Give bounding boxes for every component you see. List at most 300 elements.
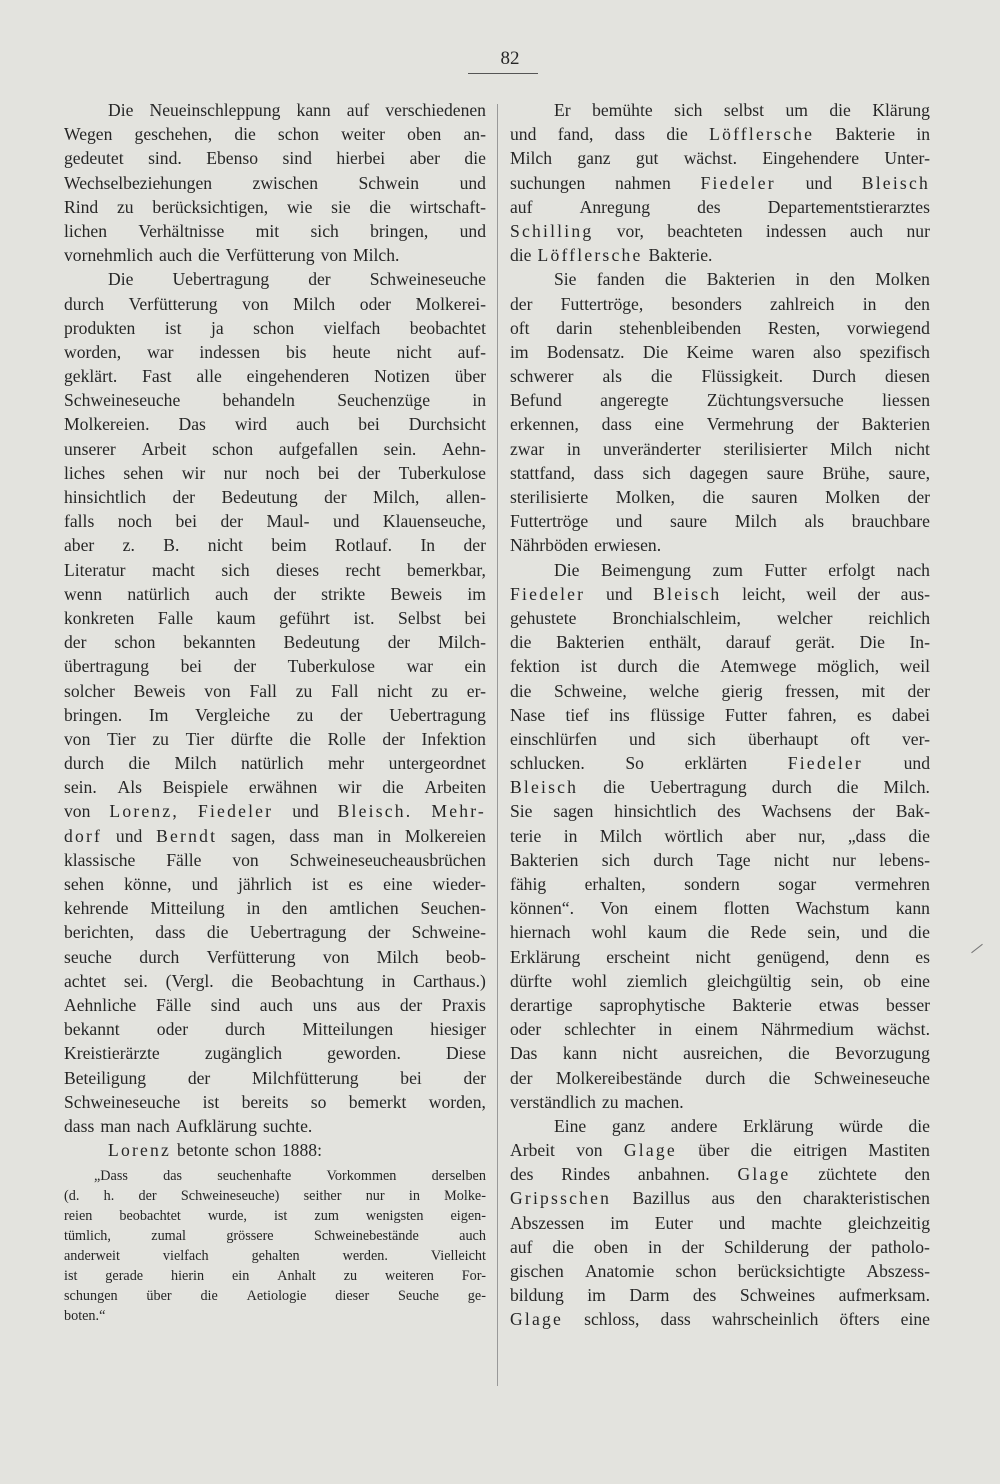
word: in — [381, 970, 396, 991]
word: der — [382, 728, 405, 749]
word: noch — [265, 462, 300, 483]
word: worden, — [428, 1091, 486, 1112]
word: durch — [64, 753, 105, 774]
word: und — [510, 124, 537, 145]
word: Verfütterung — [206, 946, 296, 967]
word: erklärten — [684, 753, 748, 774]
word: oder — [510, 1019, 542, 1040]
word: Glage — [510, 1309, 564, 1330]
word: Mastiten — [868, 1140, 930, 1161]
text-line — [64, 582, 486, 606]
word: sehen — [64, 874, 105, 894]
word: Schweines — [739, 1285, 816, 1306]
word: wenn — [64, 583, 103, 604]
word: Bazillus — [632, 1188, 691, 1209]
word: sich — [601, 849, 631, 870]
word: als — [804, 511, 825, 532]
word: oben — [593, 1236, 629, 1257]
word: Aetiologie — [246, 1288, 307, 1305]
word: In — [420, 535, 436, 556]
word: kaum — [647, 922, 687, 943]
word: zumal — [151, 1228, 186, 1245]
word: Aufklärung — [175, 1115, 257, 1136]
word: bei — [317, 462, 340, 483]
word: von — [64, 801, 91, 822]
word: und — [606, 583, 633, 604]
word: Er — [554, 100, 571, 120]
word: der — [138, 1188, 157, 1205]
text-line — [510, 703, 930, 727]
word: Unter- — [884, 148, 930, 169]
word: über — [454, 366, 486, 387]
word: verständlich — [510, 1091, 596, 1112]
word: der — [387, 632, 411, 653]
word: ist — [64, 1268, 78, 1285]
word: Arbeit — [510, 1140, 555, 1161]
word: und — [805, 172, 832, 193]
word: Tier — [185, 728, 215, 749]
word: sich — [642, 462, 671, 483]
word: durch — [617, 656, 658, 677]
text-line — [510, 582, 930, 606]
word: Molken — [875, 269, 930, 290]
word: fektion — [510, 656, 560, 677]
word: die — [666, 124, 688, 145]
word: Infektion — [421, 728, 486, 749]
text-line — [510, 679, 930, 703]
word: dass — [155, 922, 186, 943]
text-line — [510, 267, 930, 291]
text-line — [64, 1286, 486, 1306]
word: sich — [687, 728, 716, 749]
word: Bakterien — [510, 849, 579, 870]
word: wächst. — [683, 148, 737, 169]
word: im — [587, 1285, 606, 1306]
word: z. — [122, 535, 135, 556]
text-line — [510, 969, 930, 993]
word: bringen. — [64, 704, 123, 725]
word: machen. — [624, 1091, 684, 1112]
word: zwar — [510, 438, 545, 459]
text-line — [510, 1235, 930, 1259]
word: bekannten — [183, 632, 256, 653]
text-line — [64, 412, 486, 436]
text-line — [64, 509, 486, 533]
text-line — [510, 799, 930, 823]
text-line — [64, 654, 486, 678]
word: gerät. — [795, 632, 835, 653]
word: ganz — [611, 1115, 646, 1136]
text-line — [510, 243, 930, 267]
word: Fiedeler — [700, 172, 776, 193]
word: sein. — [64, 777, 97, 798]
word: die — [768, 1067, 791, 1088]
word: Als — [117, 777, 142, 798]
word: Falle — [157, 607, 194, 628]
word: Molkereibestände — [555, 1067, 682, 1088]
word: in — [862, 293, 877, 314]
word: Beweis — [133, 680, 186, 701]
word: Seuchen- — [420, 898, 486, 919]
word: heute — [332, 341, 371, 362]
word: Milch — [599, 825, 642, 846]
word: auch — [296, 414, 330, 435]
word: der — [357, 462, 381, 483]
word: „Dass — [94, 1168, 128, 1185]
word: nur — [223, 462, 248, 483]
word: einem — [695, 1019, 739, 1040]
word: Das — [178, 414, 206, 435]
word: Schweinebestände — [313, 1228, 419, 1245]
word: die — [650, 366, 673, 387]
word: Vorkommen — [326, 1168, 397, 1185]
word: Molkereien. — [64, 414, 150, 435]
word: können“. — [510, 898, 575, 919]
word: sauren — [751, 487, 798, 507]
word: Schweineseuche — [64, 1091, 181, 1112]
text-line — [64, 848, 486, 872]
word: Ebenso — [206, 148, 259, 169]
word: Molken, — [615, 487, 675, 507]
word: Verfütterung — [128, 293, 218, 314]
text-line — [510, 920, 930, 944]
word: es — [915, 946, 930, 967]
word: klassische — [64, 849, 136, 870]
word: schon — [234, 1140, 276, 1161]
word: Verhältnisse — [138, 220, 225, 241]
word: andere — [670, 1115, 718, 1136]
word: B. — [163, 535, 180, 556]
word: Lorenz — [108, 1140, 172, 1161]
word: vor, — [616, 220, 644, 241]
word: im — [467, 583, 486, 604]
word: bei — [180, 656, 203, 677]
word: durch — [653, 849, 694, 870]
word: flotten — [723, 898, 770, 919]
word: Klärung — [872, 100, 930, 120]
word: sein, — [807, 922, 841, 943]
word: stattfand, — [510, 462, 575, 483]
word: Befund — [510, 390, 562, 411]
word: sehen — [123, 462, 164, 483]
text-line — [64, 1017, 486, 1041]
word: Durchsicht — [408, 414, 486, 435]
word: der — [463, 535, 486, 556]
word: saprophytische — [599, 994, 706, 1015]
word: eine — [900, 1309, 930, 1330]
word: ziemlich — [626, 970, 688, 991]
word: einschlürfen — [510, 728, 597, 749]
word: verschiedenen — [385, 100, 486, 120]
word: Tuberkulose — [287, 656, 375, 677]
word: Darm — [629, 1285, 670, 1306]
word: Milch — [734, 511, 777, 532]
word: Keime — [686, 341, 734, 362]
word: erfolgt — [828, 559, 876, 580]
word: saure — [669, 511, 708, 532]
word: oft — [850, 728, 870, 749]
word: vornehmlich — [64, 245, 153, 266]
word: die — [678, 656, 700, 677]
word: bei — [400, 1067, 422, 1088]
word: ist — [311, 874, 329, 894]
text-line — [64, 558, 486, 582]
word: es — [856, 704, 872, 725]
word: an- — [463, 124, 486, 145]
word: aufmerksam. — [838, 1285, 930, 1306]
word: Wachstum — [795, 898, 870, 919]
text-line — [64, 1186, 486, 1206]
word: Aehn- — [442, 438, 486, 459]
word: berücksichtigte — [737, 1261, 846, 1281]
text-line — [510, 485, 930, 509]
word: indessen — [765, 220, 827, 241]
word: 1888: — [281, 1140, 322, 1161]
word: dabei — [891, 704, 930, 725]
word: sie — [331, 196, 351, 217]
page-number-rule — [468, 73, 538, 74]
word: nicht — [622, 1043, 658, 1064]
word: Die — [554, 559, 580, 580]
word: Departementstierarztes — [767, 196, 930, 217]
text-line — [64, 679, 486, 703]
right-column — [510, 98, 930, 1332]
word: oft — [510, 317, 530, 338]
word: zwischen — [252, 172, 319, 193]
word: aus — [711, 1188, 735, 1209]
word: kehrende — [64, 898, 129, 919]
word: Milch — [830, 438, 873, 459]
word: selbst — [723, 100, 764, 120]
word: stehenbleibenden — [619, 317, 742, 338]
word: Bleisch — [653, 583, 722, 604]
word: ist — [273, 1208, 288, 1225]
text-line — [510, 1259, 930, 1283]
block-quote — [64, 1166, 486, 1326]
word: Bleisch — [510, 777, 579, 798]
word: untergeordnet — [388, 753, 486, 774]
text-line — [64, 1114, 486, 1138]
word: brauchbare — [851, 511, 930, 532]
word: wird — [234, 414, 268, 435]
word: gehustete — [510, 607, 577, 628]
word: Anregung — [579, 196, 650, 217]
text-line — [510, 993, 930, 1017]
word: ist — [164, 317, 182, 338]
word: Die — [642, 341, 669, 362]
word: Fiedeler — [197, 801, 274, 822]
word: die — [128, 753, 151, 774]
word: konkreten — [64, 607, 135, 628]
word: des — [697, 196, 721, 217]
word: Wegen — [64, 124, 113, 145]
word: bei — [464, 607, 486, 628]
word: Mitteilung — [150, 898, 225, 919]
text-line — [64, 630, 486, 654]
text-line — [64, 1041, 486, 1065]
text-line — [64, 171, 486, 195]
word: wir — [181, 462, 206, 483]
word: weil — [806, 583, 837, 604]
word: unserer — [64, 438, 116, 459]
text-line — [64, 920, 486, 944]
word: Arbeit — [141, 438, 187, 459]
text-line — [64, 243, 486, 267]
word: auf — [346, 100, 370, 120]
word: eitrigen — [793, 1140, 848, 1161]
word: Milch. — [883, 777, 930, 798]
word: schwerer — [510, 366, 574, 387]
word: Seuchenzüge — [337, 390, 431, 411]
word: wohl — [591, 922, 627, 943]
word: seuche — [64, 946, 112, 967]
text-line — [510, 171, 930, 195]
word: sind. — [148, 148, 182, 169]
word: saure, — [888, 462, 930, 483]
word: wächst. — [876, 1019, 930, 1040]
word: erwähnen — [248, 777, 318, 798]
word: gerade — [105, 1268, 144, 1285]
word: bei — [175, 511, 197, 532]
word: die — [198, 245, 220, 266]
word: Fälle — [155, 994, 192, 1015]
word: geschehen, — [134, 124, 213, 145]
word: mehr — [327, 753, 365, 774]
word: Molkerei- — [415, 293, 486, 314]
word: Schweineseuche — [369, 269, 486, 290]
word: So — [625, 753, 644, 774]
word: Tier — [107, 728, 136, 749]
word: sich — [310, 220, 339, 241]
word: bei — [358, 414, 380, 435]
word: in — [563, 825, 578, 846]
word: der — [340, 704, 363, 725]
word: sterilisierter — [723, 438, 808, 459]
word: Schwein — [358, 172, 420, 193]
word: die — [702, 487, 725, 507]
word: Wachsens — [761, 801, 832, 822]
word: zu — [152, 728, 169, 749]
word: Uebertragung — [249, 922, 347, 943]
word: sondern — [684, 874, 740, 894]
text-line — [64, 896, 486, 920]
word: gischen — [510, 1261, 564, 1281]
word: Milchfütterung — [252, 1067, 359, 1088]
word: For- — [461, 1268, 486, 1285]
word: kann — [562, 1043, 598, 1064]
word: wir — [338, 777, 362, 798]
word: Fall — [331, 680, 359, 701]
word: gedeutet — [64, 148, 124, 169]
word: Glage — [737, 1164, 791, 1185]
word: Schweine, — [553, 680, 627, 701]
word: beobachtet — [119, 1208, 181, 1225]
word: fähig — [510, 874, 547, 894]
text-line — [64, 727, 486, 751]
word: wohl — [571, 970, 607, 991]
word: durch — [64, 293, 105, 314]
word: Milch — [510, 148, 553, 169]
left-column-text — [64, 98, 486, 1162]
word: überhaupt — [747, 728, 819, 749]
word: Uebertragung — [389, 704, 486, 725]
word: Vermehrung — [706, 414, 794, 435]
text-line — [510, 195, 930, 219]
word: Bakterie — [835, 124, 895, 145]
word: dass — [614, 124, 645, 145]
word: gut — [635, 148, 659, 169]
word: der — [233, 656, 257, 677]
word: charakteristischen — [802, 1188, 930, 1209]
word: und — [115, 825, 143, 846]
word: wurde, — [207, 1208, 247, 1225]
word: Milch, — [373, 487, 420, 507]
word: seither — [303, 1188, 342, 1205]
word: Klauenseuche, — [382, 511, 486, 532]
word: Beweis — [390, 583, 443, 604]
word: Seuche — [398, 1288, 439, 1305]
word: Erklärung — [743, 1115, 814, 1136]
word: allen- — [445, 487, 486, 507]
word: fahren, — [787, 704, 837, 725]
column-divider — [497, 104, 498, 1386]
word: hiernach — [510, 922, 571, 943]
word: die — [382, 777, 404, 798]
text-line — [64, 969, 486, 993]
word: die — [908, 1115, 930, 1136]
word: der — [907, 680, 930, 701]
word: darauf — [725, 632, 771, 653]
text-line — [510, 1066, 930, 1090]
text-line — [510, 606, 930, 630]
word: beob- — [445, 946, 486, 967]
text-line — [64, 461, 486, 485]
word: Euter — [654, 1212, 693, 1233]
word: Bakterien — [861, 414, 930, 435]
word: nur — [906, 220, 930, 241]
word: diesen — [885, 366, 930, 387]
word: nach — [136, 1115, 170, 1136]
text-line — [64, 1206, 486, 1226]
word: Rolle — [327, 728, 366, 749]
word: strikte — [321, 583, 366, 604]
word: die — [464, 148, 486, 169]
text-line — [64, 872, 486, 896]
word: h. — [103, 1188, 115, 1205]
word: die — [908, 922, 930, 943]
word: Molken — [825, 487, 880, 507]
word: nach — [896, 559, 930, 580]
word: aber — [64, 535, 95, 556]
word: Tage — [716, 849, 751, 870]
word: auch — [215, 583, 249, 604]
word: lebens- — [879, 849, 930, 870]
word: die — [234, 124, 256, 145]
word: Schilling — [510, 220, 594, 241]
text-line — [64, 1166, 486, 1186]
word: sterilisierte — [510, 487, 589, 507]
word: Kreistierärzte — [64, 1043, 160, 1064]
word: Beobachtung — [270, 970, 364, 991]
word: nur — [365, 1188, 385, 1205]
word: beachteten — [667, 220, 743, 241]
word: Rede — [750, 922, 787, 943]
word: Praxis — [441, 994, 486, 1015]
word: ist — [580, 656, 598, 677]
word: dass — [64, 1115, 95, 1136]
word: Die — [108, 269, 134, 290]
word: Futter — [764, 559, 807, 580]
